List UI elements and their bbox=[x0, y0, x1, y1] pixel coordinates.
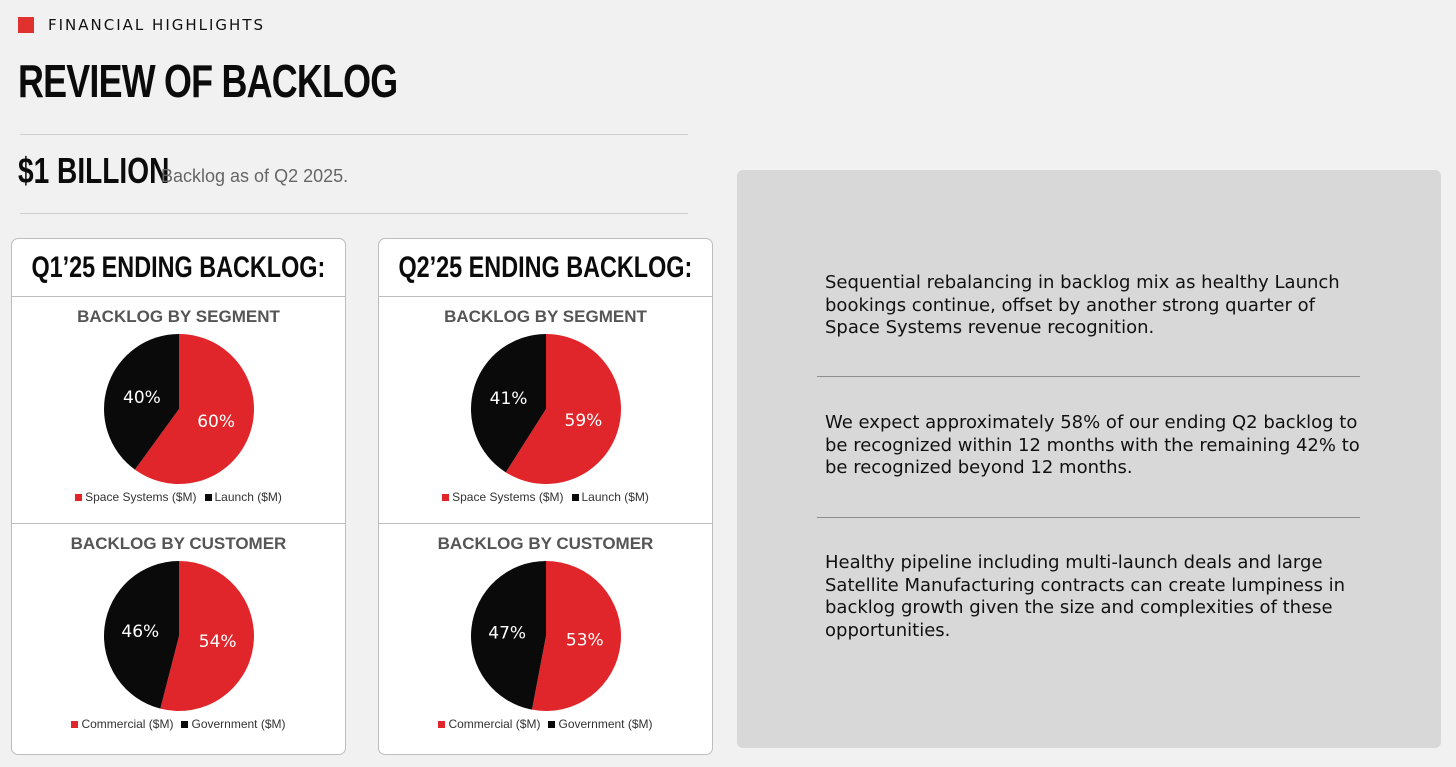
page-title: REVIEW OF BACKLOG bbox=[18, 55, 398, 107]
legend-swatch bbox=[205, 494, 212, 501]
section-label: FINANCIAL HIGHLIGHTS bbox=[48, 16, 266, 34]
chart-panel bbox=[379, 524, 712, 751]
chart-panel bbox=[12, 524, 345, 751]
legend-label: Launch ($M) bbox=[581, 490, 649, 504]
legend-swatch bbox=[181, 721, 188, 728]
slice-label: 40% bbox=[123, 387, 161, 408]
card-title: Q2’25 ENDING BACKLOG: bbox=[398, 250, 693, 284]
card-q2-backlog bbox=[378, 238, 713, 755]
legend-swatch bbox=[572, 494, 579, 501]
slice-label: 47% bbox=[488, 623, 527, 644]
legend-label: Government ($M) bbox=[558, 717, 653, 731]
chart-legend bbox=[379, 490, 712, 504]
legend-item bbox=[548, 717, 652, 731]
card-header bbox=[12, 239, 345, 297]
legend-label: Commercial ($M) bbox=[81, 717, 174, 731]
chart-panel bbox=[379, 297, 712, 524]
commentary-text: Healthy pipeline including multi-launch deals and large Satellite Manufacturing contracts can create lumpiness in backlog growth given the size and complexities of these opportunities. bbox=[825, 552, 1346, 641]
divider bbox=[20, 213, 688, 214]
legend-label: Commercial ($M) bbox=[448, 717, 541, 731]
accent-square bbox=[18, 17, 34, 33]
chart-title: BACKLOG BY CUSTOMER bbox=[70, 534, 287, 553]
backlog-total: $1 BILLION bbox=[18, 150, 170, 191]
commentary-text: Sequential rebalancing in backlog mix as healthy Launch bookings continue, offset by another strong quarter of Space Systems revenue recognition. bbox=[825, 272, 1340, 338]
pie-chart bbox=[103, 333, 255, 485]
slice-label: 41% bbox=[489, 389, 528, 410]
chart-title: BACKLOG BY CUSTOMER bbox=[437, 534, 654, 553]
legend-label: Space Systems ($M) bbox=[452, 490, 564, 504]
pie-chart bbox=[470, 333, 622, 485]
chart-legend bbox=[12, 490, 345, 504]
chart-legend bbox=[379, 717, 712, 731]
legend-item bbox=[438, 717, 540, 731]
legend-label: Government ($M) bbox=[191, 717, 286, 731]
legend-label: Space Systems ($M) bbox=[85, 490, 197, 504]
chart-panel bbox=[12, 297, 345, 524]
legend-swatch bbox=[438, 721, 445, 728]
legend-item bbox=[71, 717, 173, 731]
commentary-text: We expect approximately 58% of our ending Q2 backlog to be recognized within 12 months with the remaining 42% to be recognized beyond 12 months. bbox=[825, 412, 1360, 478]
card-header bbox=[379, 239, 712, 297]
pie-chart bbox=[470, 560, 622, 712]
pie-chart bbox=[103, 560, 255, 712]
legend-item bbox=[205, 490, 282, 504]
section-tag bbox=[18, 16, 265, 34]
legend-item bbox=[442, 490, 563, 504]
commentary-divider bbox=[817, 517, 1360, 518]
card-title: Q1’25 ENDING BACKLOG: bbox=[31, 250, 326, 284]
chart-title: BACKLOG BY SEGMENT bbox=[444, 307, 647, 326]
legend-label: Launch ($M) bbox=[214, 490, 282, 504]
card-q1-backlog bbox=[11, 238, 346, 755]
legend-swatch bbox=[548, 721, 555, 728]
slice-label: 46% bbox=[121, 622, 160, 643]
slice-label: 54% bbox=[198, 631, 237, 652]
slice-label: 53% bbox=[565, 630, 604, 651]
backlog-caption: Backlog as of Q2 2025. bbox=[161, 166, 349, 186]
chart-title: BACKLOG BY SEGMENT bbox=[77, 307, 280, 326]
divider bbox=[20, 134, 688, 135]
commentary-divider bbox=[817, 376, 1360, 377]
legend-swatch bbox=[442, 494, 449, 501]
slice-label: 59% bbox=[564, 410, 603, 431]
legend-item bbox=[572, 490, 649, 504]
slice-label: 60% bbox=[197, 412, 235, 433]
legend-item bbox=[181, 717, 285, 731]
legend-swatch bbox=[71, 721, 78, 728]
chart-legend bbox=[12, 717, 345, 731]
commentary-panel bbox=[737, 170, 1441, 748]
legend-item bbox=[75, 490, 196, 504]
legend-swatch bbox=[75, 494, 82, 501]
